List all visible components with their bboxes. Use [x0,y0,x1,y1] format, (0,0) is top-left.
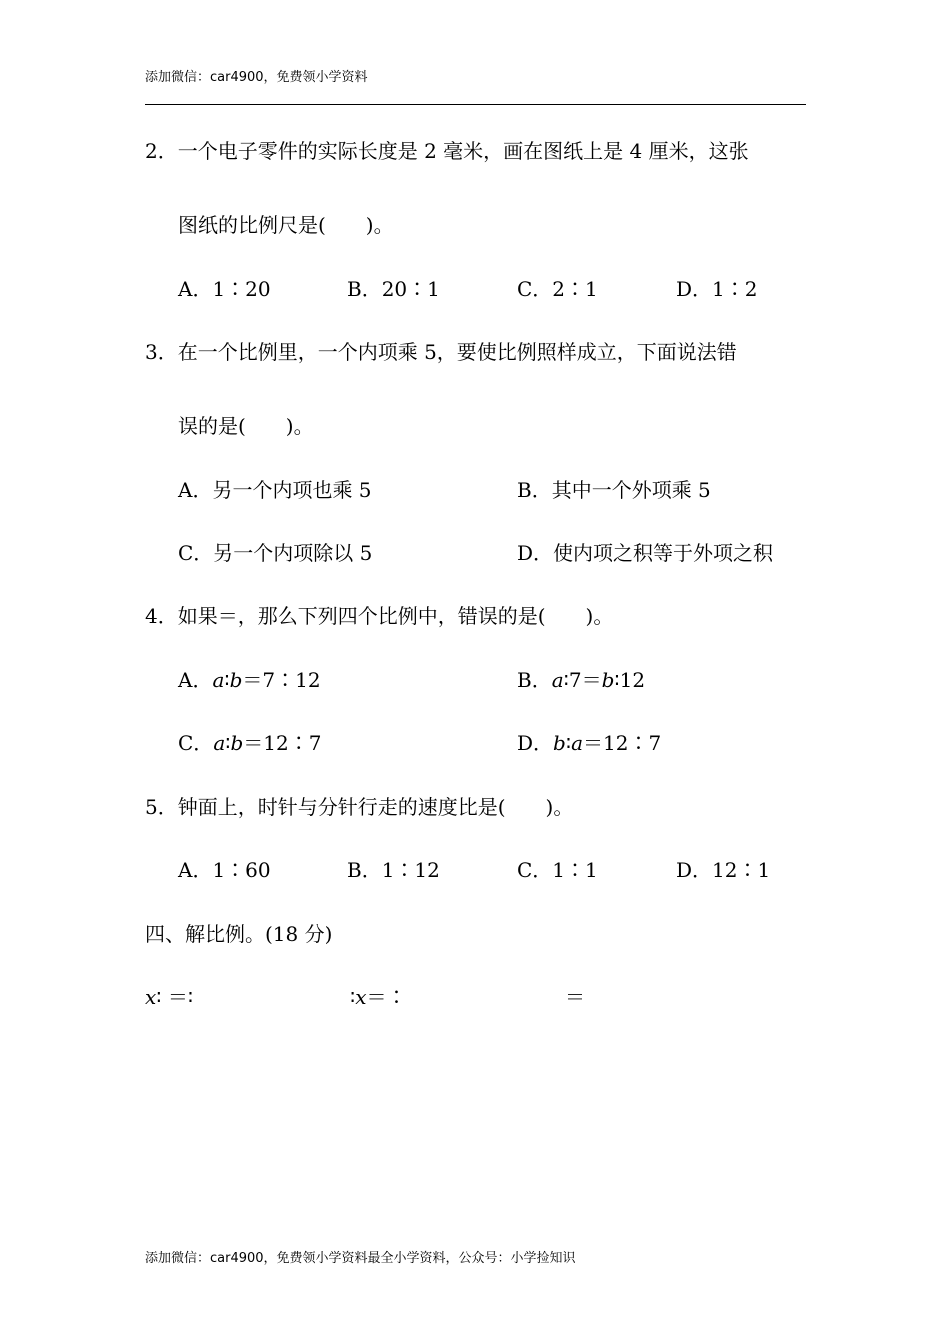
question-5-line1: 5．钟面上，时针与分针行走的速度比是( )。 [145,795,574,819]
page-header: 添加微信：car4900，免费领小学资料 [145,70,368,85]
q5-option-c: C．1∶1 [517,858,598,882]
question-2-line1: 2．一个电子零件的实际长度是 2 毫米，画在图纸上是 4 厘米，这张 [145,139,749,163]
question-3-line2: 误的是( )。 [178,414,314,438]
q5-option-a: A．1∶60 [178,858,271,882]
q2-option-a: A．1∶20 [178,277,271,301]
q4-option-b: B．a∶7＝b∶12 [517,668,646,692]
equation-3: ＝ [565,985,585,1009]
q2-option-b: B．20∶1 [347,277,440,301]
q5-option-b: B．1∶12 [347,858,440,882]
section-4-title: 四、解比例。(18 分) [145,922,333,946]
page-footer: 添加微信：car4900，免费领小学资料最全小学资料，公众号：小学捡知识 [145,1251,576,1266]
q3-option-d: D．使内项之积等于外项之积 [517,541,774,565]
q4-option-d: D．b∶a＝12∶7 [517,731,662,755]
q3-option-c: C．另一个内项除以 5 [178,541,373,565]
q2-option-d: D．1∶2 [676,277,758,301]
question-4-line1: 4．如果＝，那么下列四个比例中，错误的是( )。 [145,604,614,628]
q5-option-d: D．12∶1 [676,858,771,882]
q3-option-b: B．其中一个外项乘 5 [517,478,711,502]
equation-2: ∶x＝∶ [350,985,407,1009]
equation-1: x∶ ＝∶ [145,985,194,1009]
q4-option-c: C．a∶b＝12∶7 [178,731,322,755]
q3-option-a: A．另一个内项也乘 5 [178,478,372,502]
header-divider [145,104,806,105]
question-3-line1: 3．在一个比例里，一个内项乘 5，要使比例照样成立，下面说法错 [145,340,737,364]
question-2-line2: 图纸的比例尺是( )。 [178,213,394,237]
q2-option-c: C．2∶1 [517,277,598,301]
q4-option-a: A．a∶b＝7∶12 [178,668,321,692]
